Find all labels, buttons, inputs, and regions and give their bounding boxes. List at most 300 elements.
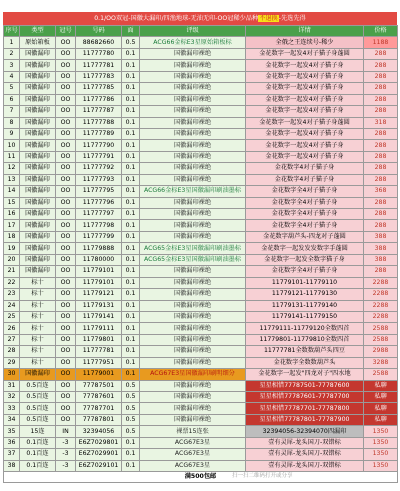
- row-detail: 星星相惜77787801-77787900: [246, 414, 364, 425]
- table-row[interactable]: [4, 60, 398, 71]
- sheet-title: [3, 12, 397, 25]
- row-crown: OO: [56, 106, 76, 117]
- row-type: 国徽漏印: [20, 83, 56, 94]
- row-face: 0.5: [122, 426, 140, 437]
- row-grade: 国徽漏印裸绝: [140, 289, 246, 300]
- row-price: 288: [364, 128, 398, 139]
- row-price: 288: [364, 48, 398, 59]
- table-row[interactable]: [4, 380, 398, 391]
- row-type: 国徽漏印: [20, 209, 56, 220]
- row-number: 11777793: [76, 174, 122, 185]
- row-grade: ACG65金标E3星国徽漏印刷油墨标: [140, 243, 246, 254]
- row-type: 国徽漏印: [20, 369, 56, 380]
- row-detail: 11779101-11779110: [246, 277, 364, 288]
- footer-note: 满500包邮: [4, 472, 398, 483]
- row-no: 22: [4, 277, 20, 288]
- table-body: [4, 37, 398, 472]
- row-face: 0.1: [122, 140, 140, 151]
- row-crown: OO: [56, 94, 76, 105]
- row-no: 1: [4, 37, 20, 48]
- table-row[interactable]: [4, 151, 398, 162]
- row-type: 国徽漏印: [20, 151, 56, 162]
- header-row: [4, 26, 398, 37]
- row-type: 国徽漏印: [20, 220, 56, 231]
- row-detail: 金花数字一起发4对子猫子身蓬圆: [246, 117, 364, 128]
- row-grade: 国徽漏印裸绝: [140, 48, 246, 59]
- title-suffix: -先选先得: [278, 15, 306, 22]
- row-grade: 国徽漏印裸绝: [140, 83, 246, 94]
- row-no: 33: [4, 403, 20, 414]
- row-face: 0.1: [122, 163, 140, 174]
- row-face: 0.5: [122, 403, 140, 414]
- row-face: 0.1: [122, 334, 140, 345]
- row-type: 标十: [20, 357, 56, 368]
- row-type: 0.1百连: [20, 449, 56, 460]
- row-crown: -3: [56, 437, 76, 448]
- table-row[interactable]: [4, 357, 398, 368]
- row-number: 77787801: [76, 414, 122, 425]
- row-type: 国徽漏印: [20, 60, 56, 71]
- row-crown: OO: [56, 334, 76, 345]
- table-row[interactable]: [4, 277, 398, 288]
- row-number: 11779801: [76, 334, 122, 345]
- title-text: 0.1/OO双冠-国徽大漏印/四渔地球-无油无印-OO冠稀少品种: [94, 15, 259, 22]
- row-type: 国徽漏印: [20, 71, 56, 82]
- row-crown: OO: [56, 83, 76, 94]
- row-price: 388: [364, 231, 398, 242]
- row-type: 国徽漏印: [20, 106, 56, 117]
- row-crown: OO: [56, 197, 76, 208]
- row-crown: OO: [56, 186, 76, 197]
- row-no: 34: [4, 414, 20, 425]
- row-grade: 国徽漏印裸绝: [140, 60, 246, 71]
- row-detail: 11779111-11779120全数四首: [246, 323, 364, 334]
- table-row[interactable]: [4, 323, 398, 334]
- row-detail: 金花数字葫芦头-四龙对子蓬圆: [246, 231, 364, 242]
- row-detail: 壹有灵犀-龙头国刀-双错标: [246, 460, 364, 471]
- row-grade: ACG66金标E3星原始箱板标: [140, 37, 246, 48]
- row-no: 12: [4, 163, 20, 174]
- row-face: 0.1: [122, 300, 140, 311]
- row-no: 37: [4, 449, 20, 460]
- row-price: 288: [364, 83, 398, 94]
- row-grade: 国徽漏印裸绝: [140, 392, 246, 403]
- row-number: 77787601: [76, 392, 122, 403]
- row-no: 2: [4, 48, 20, 59]
- row-detail: 金花数字一起发4对子猫子身: [246, 106, 364, 117]
- row-price: 388: [364, 243, 398, 254]
- table-row[interactable]: [4, 266, 398, 277]
- row-type: 0.5百连: [20, 380, 56, 391]
- row-price: 3288: [364, 357, 398, 368]
- row-detail: 星星相惜77787701-77787800: [246, 403, 364, 414]
- row-face: 0.1: [122, 449, 140, 460]
- row-no: 15: [4, 197, 20, 208]
- row-number: 11777783: [76, 71, 122, 82]
- row-no: 27: [4, 334, 20, 345]
- row-crown: OO: [56, 174, 76, 185]
- row-crown: OO: [56, 277, 76, 288]
- row-price: 2288: [364, 311, 398, 322]
- table-row[interactable]: [4, 94, 398, 105]
- row-number: 11779131: [76, 300, 122, 311]
- table-row[interactable]: [4, 163, 398, 174]
- row-price: 368: [364, 186, 398, 197]
- row-number: 11777799: [76, 231, 122, 242]
- row-number: E6Z7029901: [76, 449, 122, 460]
- row-price: 388: [364, 254, 398, 265]
- row-crown: OO: [56, 48, 76, 59]
- row-no: 16: [4, 209, 20, 220]
- row-face: 0.1: [122, 117, 140, 128]
- row-crown: OO: [56, 151, 76, 162]
- row-grade: 国徽漏印裸绝: [140, 414, 246, 425]
- row-type: 标十: [20, 289, 56, 300]
- table-row[interactable]: [4, 106, 398, 117]
- row-type: 原始箱板: [20, 37, 56, 48]
- row-crown: OO: [56, 209, 76, 220]
- row-price: 288: [364, 266, 398, 277]
- row-crown: OO: [56, 392, 76, 403]
- row-price: 2588: [364, 323, 398, 334]
- row-grade: 国徽漏印裸绝: [140, 71, 246, 82]
- row-face: 0.1: [122, 220, 140, 231]
- row-crown: OO: [56, 346, 76, 357]
- row-type: 标十: [20, 334, 56, 345]
- row-grade: 国徽漏印裸绝: [140, 140, 246, 151]
- row-grade: 国徽漏印裸绝: [140, 197, 246, 208]
- row-no: 29: [4, 357, 20, 368]
- table-row[interactable]: [4, 460, 398, 471]
- row-type: 0.1百连: [20, 437, 56, 448]
- row-type: 国徽漏印: [20, 174, 56, 185]
- table-row[interactable]: [4, 392, 398, 403]
- row-crown: OO: [56, 254, 76, 265]
- table-row[interactable]: [4, 414, 398, 425]
- table-row[interactable]: [4, 48, 398, 59]
- row-crown: -3: [56, 460, 76, 471]
- row-price: 288: [364, 71, 398, 82]
- row-type: 国徽漏印: [20, 117, 56, 128]
- row-detail: 11779801-11779810全数四首: [246, 334, 364, 345]
- table-row[interactable]: [4, 220, 398, 231]
- row-face: 0.1: [122, 186, 140, 197]
- row-detail: 星星相惜77787601-77787700: [246, 392, 364, 403]
- row-no: 13: [4, 174, 20, 185]
- row-face: 0.1: [122, 277, 140, 288]
- row-crown: OO: [56, 60, 76, 71]
- table-row[interactable]: [4, 334, 398, 345]
- row-number: 11777797: [76, 209, 122, 220]
- row-grade: 国徽漏印裸绝: [140, 380, 246, 391]
- row-price: 1350: [364, 449, 398, 460]
- row-detail: 11779131-11779140: [246, 300, 364, 311]
- row-no: 38: [4, 460, 20, 471]
- row-face: 0.1: [122, 437, 140, 448]
- row-type: 标十: [20, 300, 56, 311]
- row-type: 国徽漏印: [20, 254, 56, 265]
- row-no: 19: [4, 243, 20, 254]
- row-detail: 金花数字一起发发发数字手蓬圆: [246, 243, 364, 254]
- row-grade: 国徽漏印裸绝: [140, 106, 246, 117]
- row-price: 2588: [364, 334, 398, 345]
- row-face: 0.1: [122, 266, 140, 277]
- row-face: 0.1: [122, 60, 140, 71]
- row-grade: ACG67E3星国徽漏印刷明细分: [140, 369, 246, 380]
- row-price: 288: [364, 197, 398, 208]
- row-price: 1188: [364, 37, 398, 48]
- row-face: 0.5: [122, 392, 140, 403]
- row-price: 288: [364, 220, 398, 231]
- row-type: 标十: [20, 277, 56, 288]
- row-face: 0.1: [122, 83, 140, 94]
- row-face: 0.1: [122, 106, 140, 117]
- share-hint: 扫一扫二维码打开或分享: [232, 473, 293, 479]
- table-row[interactable]: [4, 243, 398, 254]
- row-crown: -3: [56, 449, 76, 460]
- row-type: 标十: [20, 311, 56, 322]
- table-row[interactable]: [4, 197, 398, 208]
- row-price: 288: [364, 106, 398, 117]
- row-price: 私聊: [364, 380, 398, 391]
- row-detail: 金花数字全数数葫芦头: [246, 357, 364, 368]
- row-number: 11777792: [76, 163, 122, 174]
- row-detail: 金花数字一起发全数字猫子身: [246, 254, 364, 265]
- row-face: 0.1: [122, 209, 140, 220]
- row-number: 11780000: [76, 254, 122, 265]
- row-number: 11777795: [76, 186, 122, 197]
- table-row[interactable]: [4, 174, 398, 185]
- row-grade: ACG67E3星: [140, 437, 246, 448]
- table-row[interactable]: [4, 128, 398, 139]
- header-grade: 评级: [140, 26, 246, 37]
- row-number: 77787701: [76, 403, 122, 414]
- row-grade: 国徽漏印裸绝: [140, 300, 246, 311]
- row-detail: 金花数字全4对子猫子身: [246, 209, 364, 220]
- row-detail: 32394056-32394070四漏印: [246, 426, 364, 437]
- row-number: 11779001: [76, 369, 122, 380]
- row-crown: OO: [56, 311, 76, 322]
- row-price: 2288: [364, 300, 398, 311]
- row-face: 0.1: [122, 174, 140, 185]
- row-face: 0.5: [122, 380, 140, 391]
- row-grade: ACG66金标E3星国徽漏印刷油墨标: [140, 186, 246, 197]
- row-number: 11779888: [76, 243, 122, 254]
- row-price: 318: [364, 117, 398, 128]
- row-grade: ACG67E3星: [140, 460, 246, 471]
- row-grade: 国徽漏印裸绝: [140, 334, 246, 345]
- row-price: 2988: [364, 346, 398, 357]
- title-highlight: 不退换: [259, 15, 278, 22]
- row-type: 国徽漏印: [20, 231, 56, 242]
- table-row[interactable]: [4, 311, 398, 322]
- row-number: 88682660: [76, 37, 122, 48]
- table-row[interactable]: [4, 369, 398, 380]
- row-detail: 金花数字一起发4对子猫子身: [246, 83, 364, 94]
- row-price: 1350: [364, 437, 398, 448]
- row-number: 11777781: [76, 346, 122, 357]
- row-detail: 壹有灵犀-龙头国刀-双错标: [246, 449, 364, 460]
- row-number: 11779101: [76, 277, 122, 288]
- row-detail: 金花数字一起发4对子猫子身: [246, 151, 364, 162]
- row-crown: OO: [56, 289, 76, 300]
- row-face: 0.1: [122, 94, 140, 105]
- row-type: 国徽漏印: [20, 163, 56, 174]
- row-detail: 全俄之王连续号-稀少: [246, 37, 364, 48]
- row-no: 3: [4, 60, 20, 71]
- table-row[interactable]: [4, 254, 398, 265]
- row-detail: 壹有灵犀-龙头国刀-双错标: [246, 437, 364, 448]
- row-number: 11777787: [76, 106, 122, 117]
- row-price: 2588: [364, 369, 398, 380]
- table-row[interactable]: [4, 289, 398, 300]
- row-no: 11: [4, 151, 20, 162]
- row-face: 0.5: [122, 414, 140, 425]
- row-detail: 11779141-11779150: [246, 311, 364, 322]
- row-price: 私聊: [364, 414, 398, 425]
- row-grade: 国徽漏印裸绝: [140, 231, 246, 242]
- header-price: 价格: [364, 26, 398, 37]
- row-grade: 国徽漏印裸绝: [140, 346, 246, 357]
- row-no: 4: [4, 71, 20, 82]
- row-crown: OO: [56, 380, 76, 391]
- row-number: 11777790: [76, 140, 122, 151]
- table-row[interactable]: [4, 403, 398, 414]
- row-face: 0.1: [122, 151, 140, 162]
- row-grade: 国徽漏印裸绝: [140, 220, 246, 231]
- row-crown: OO: [56, 243, 76, 254]
- row-crown: OO: [56, 266, 76, 277]
- row-price: 288: [364, 209, 398, 220]
- row-grade: 国徽漏印裸绝: [140, 323, 246, 334]
- row-face: 0.5: [122, 37, 140, 48]
- row-number: 11777781: [76, 60, 122, 71]
- row-number: 11777951: [76, 357, 122, 368]
- row-number: 11779101: [76, 266, 122, 277]
- table-row[interactable]: [4, 209, 398, 220]
- row-detail: 11779121-11779130: [246, 289, 364, 300]
- row-detail: 金花数字全4对子猫子身: [246, 220, 364, 231]
- header-type: 类型: [20, 26, 56, 37]
- row-grade: 国徽漏印裸绝: [140, 163, 246, 174]
- row-detail: 金花数字一起发"四龙对子"四水地: [246, 369, 364, 380]
- row-number: 11779141: [76, 311, 122, 322]
- table-row[interactable]: [4, 37, 398, 48]
- row-number: 11777796: [76, 197, 122, 208]
- row-type: 国徽漏印: [20, 197, 56, 208]
- table-row[interactable]: [4, 71, 398, 82]
- row-crown: OO: [56, 117, 76, 128]
- row-no: 21: [4, 266, 20, 277]
- table-row[interactable]: [4, 117, 398, 128]
- row-face: 0.1: [122, 254, 140, 265]
- row-grade: 国徽漏印裸绝: [140, 117, 246, 128]
- row-type: 0.5百连: [20, 392, 56, 403]
- row-detail: 11777781全数数葫芦头四豆: [246, 346, 364, 357]
- table-row[interactable]: [4, 346, 398, 357]
- table-row[interactable]: [4, 426, 398, 437]
- row-crown: OO: [56, 323, 76, 334]
- row-crown: OO: [56, 71, 76, 82]
- row-face: 0.1: [122, 289, 140, 300]
- row-face: 0.1: [122, 243, 140, 254]
- row-price: 2288: [364, 277, 398, 288]
- row-crown: IN: [56, 426, 76, 437]
- row-no: 5: [4, 83, 20, 94]
- row-detail: 金花数字全4对子猫子身: [246, 186, 364, 197]
- row-grade: 国徽漏印裸绝: [140, 128, 246, 139]
- row-no: 31: [4, 380, 20, 391]
- row-price: 288: [364, 163, 398, 174]
- row-detail: 金花数字一起发4对子猫子身: [246, 128, 364, 139]
- row-detail: 金花数字全4对子猫子身: [246, 197, 364, 208]
- row-number: 11777791: [76, 151, 122, 162]
- table-row[interactable]: [4, 449, 398, 460]
- row-type: 国徽漏印: [20, 140, 56, 151]
- row-grade: 国徽漏印裸绝: [140, 174, 246, 185]
- row-number: 11777780: [76, 48, 122, 59]
- table-row[interactable]: [4, 437, 398, 448]
- row-type: 国徽漏印: [20, 48, 56, 59]
- header-face: 面: [122, 26, 140, 37]
- row-crown: OO: [56, 128, 76, 139]
- row-crown: OO: [56, 414, 76, 425]
- row-type: 0.1百连: [20, 460, 56, 471]
- row-no: 35: [4, 426, 20, 437]
- row-crown: OO: [56, 140, 76, 151]
- table-row[interactable]: [4, 140, 398, 151]
- row-no: 18: [4, 231, 20, 242]
- row-type: 国徽漏印: [20, 128, 56, 139]
- row-grade: 裸票15连张: [140, 426, 246, 437]
- row-face: 0.1: [122, 48, 140, 59]
- row-crown: OO: [56, 163, 76, 174]
- row-crown: OO: [56, 231, 76, 242]
- row-type: 国徽漏印: [20, 94, 56, 105]
- row-price: 私聊: [364, 403, 398, 414]
- row-grade: 国徽漏印裸绝: [140, 151, 246, 162]
- table-row[interactable]: [4, 300, 398, 311]
- table-row[interactable]: [4, 83, 398, 94]
- row-face: 0.1: [122, 71, 140, 82]
- row-no: 17: [4, 220, 20, 231]
- row-price: 私聊: [364, 392, 398, 403]
- row-price: 288: [364, 151, 398, 162]
- row-number: 11777789: [76, 128, 122, 139]
- table-row[interactable]: [4, 186, 398, 197]
- spreadsheet: [3, 12, 397, 483]
- row-grade: 国徽漏印裸绝: [140, 403, 246, 414]
- row-type: 标十: [20, 346, 56, 357]
- row-type: 0.5百连: [20, 403, 56, 414]
- row-grade: ACG67E3星: [140, 449, 246, 460]
- row-no: 8: [4, 117, 20, 128]
- row-no: 24: [4, 300, 20, 311]
- row-crown: OO: [56, 220, 76, 231]
- row-no: 10: [4, 140, 20, 151]
- row-number: 11777798: [76, 220, 122, 231]
- row-crown: OO: [56, 300, 76, 311]
- row-grade: 国徽漏印裸绝: [140, 94, 246, 105]
- row-grade: 国徽漏印裸绝: [140, 277, 246, 288]
- row-grade: 国徽漏印裸绝: [140, 357, 246, 368]
- row-price: 288: [364, 140, 398, 151]
- header-detail: 详情: [246, 26, 364, 37]
- row-crown: OO: [56, 37, 76, 48]
- table-row[interactable]: [4, 231, 398, 242]
- row-number: 32394056: [76, 426, 122, 437]
- row-crown: OO: [56, 357, 76, 368]
